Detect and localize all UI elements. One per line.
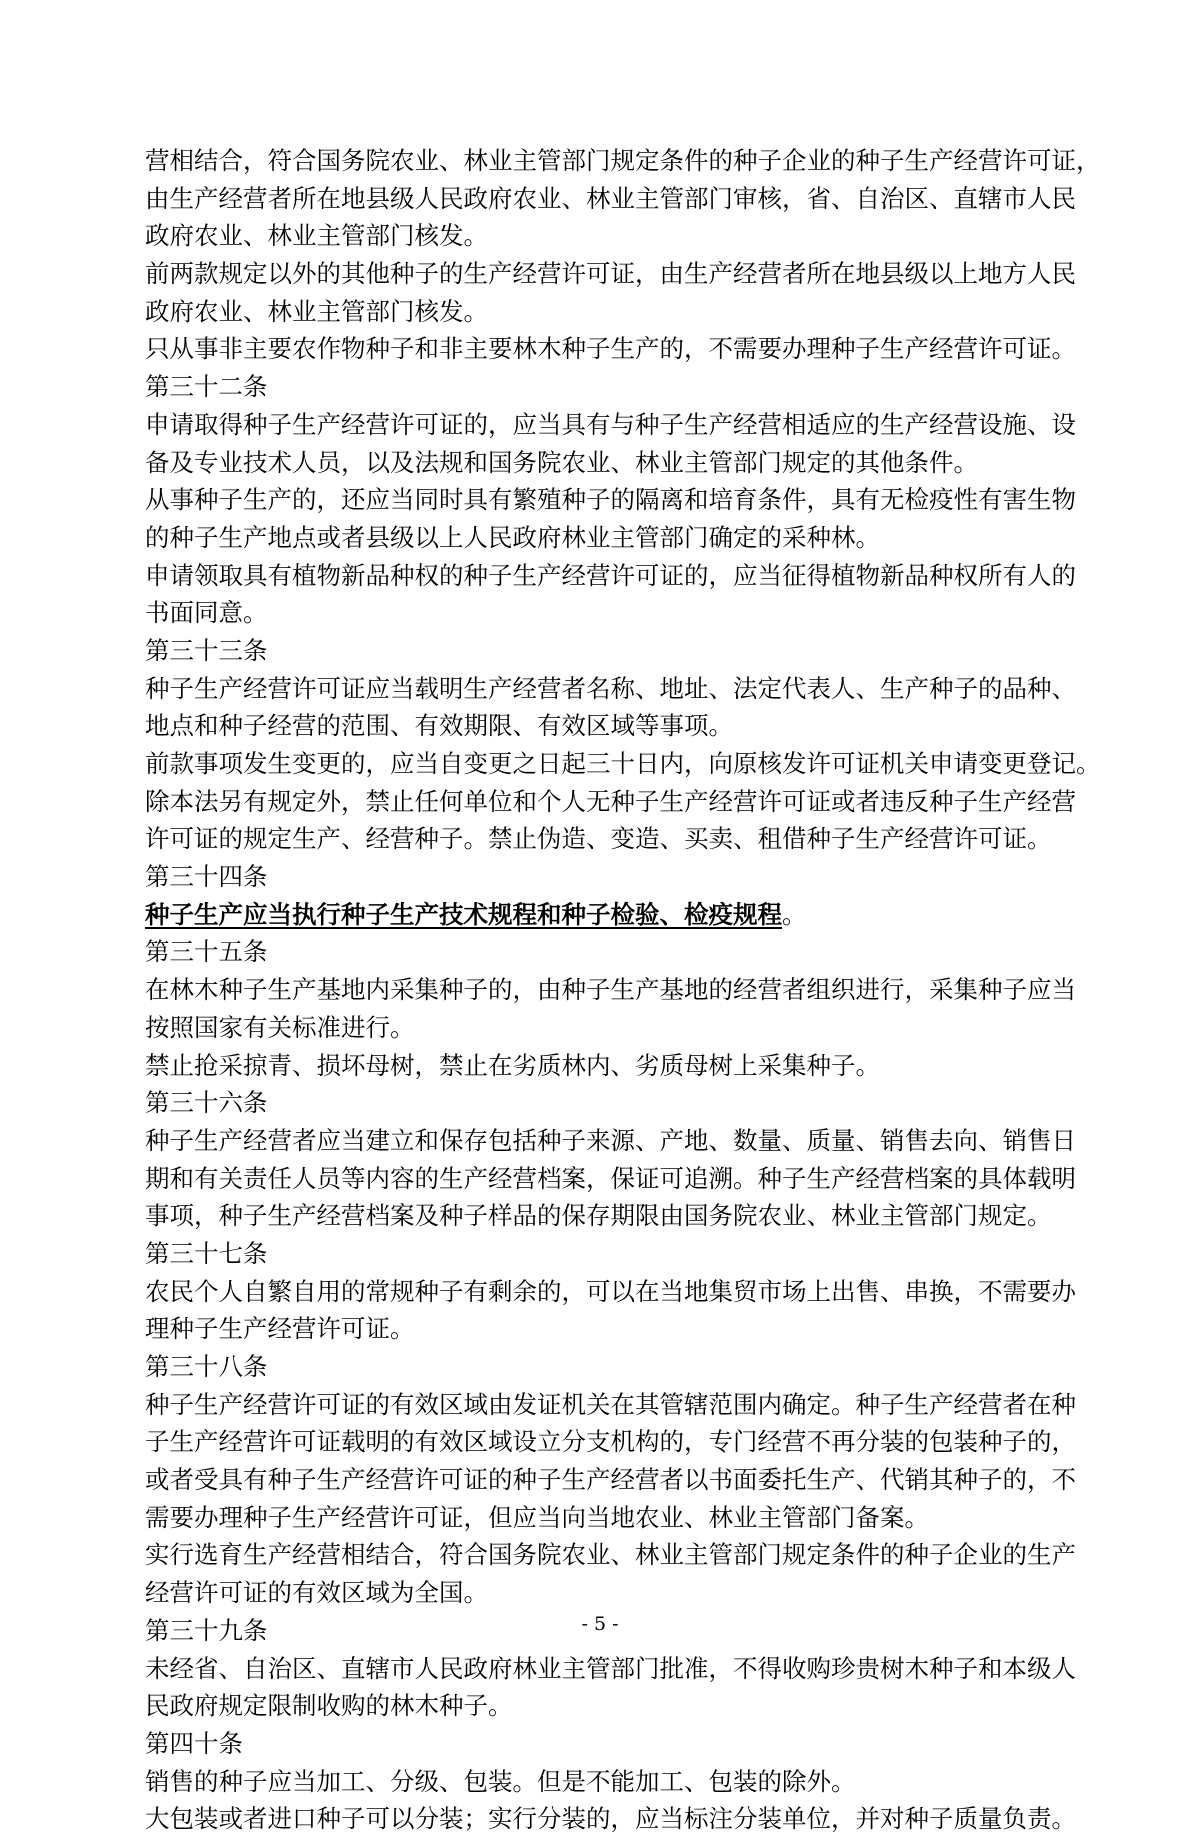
article-heading: 第三十九条 (145, 1615, 268, 1645)
text-line: 事项，种子生产经营档案及种子样品的保存期限由国务院农业、林业主管部门规定。 (145, 1201, 1052, 1231)
text-line: 实行选育生产经营相结合，符合国务院农业、林业主管部门规定条件的种子企业的生产 (145, 1540, 1076, 1570)
line-suffix: 。 (782, 899, 807, 929)
text-line: 未经省、自治区、直辖市人民政府林业主管部门批准，不得收购珍贵树木种子和本级人 (145, 1653, 1076, 1683)
text-line: 除本法另有规定外，禁止任何单位和个人无种子生产经营许可证或者违反种子生产经营 (145, 786, 1076, 816)
article-heading: 第三十二条 (145, 372, 268, 402)
text-line: 前款事项发生变更的，应当自变更之日起三十日内，向原核发许可证机关申请变更登记。 (145, 749, 1101, 778)
text-line: 民政府规定限制收购的林木种子。 (145, 1691, 513, 1721)
article-heading: 第三十三条 (145, 635, 268, 665)
emphasized-line (145, 896, 1065, 934)
bold-underlined-text: 种子生产应当执行种子生产技术规程和种子检验、检疫规程 (145, 899, 782, 929)
text-line: 种子生产经营许可证的有效区域由发证机关在其管辖范围内确定。种子生产经营者在种 (145, 1389, 1076, 1419)
text-line: 政府农业、林业主管部门核发。 (145, 296, 488, 326)
text-line: 备及专业技术人员，以及法规和国务院农业、林业主管部门规定的其他条件。 (145, 447, 978, 477)
text-line: 从事种子生产的，还应当同时具有繁殖种子的隔离和培育条件，具有无检疫性有害生物 (145, 485, 1076, 515)
text-line: 书面同意。 (145, 598, 268, 628)
text-line: 大包装或者进口种子可以分装；实行分装的，应当标注分装单位，并对种子质量负责。 (145, 1804, 1076, 1834)
document-body (145, 142, 1101, 1838)
text-line: 种子生产经营许可证应当载明生产经营者名称、地址、法定代表人、生产种子的品种、 (145, 673, 1076, 703)
text-line: 申请领取具有植物新品种权的种子生产经营许可证的，应当征得植物新品种权所有人的 (145, 560, 1076, 590)
text-line: 需要办理种子生产经营许可证，但应当向当地农业、林业主管部门备案。 (145, 1502, 929, 1532)
text-line: 的种子生产地点或者县级以上人民政府林业主管部门确定的采种林。 (145, 522, 880, 552)
text-line: 按照国家有关标准进行。 (145, 1012, 415, 1042)
text-line: 营相结合，符合国务院农业、林业主管部门规定条件的种子企业的种子生产经营许可证， (145, 146, 1101, 175)
article-heading: 第三十七条 (145, 1238, 268, 1268)
text-line: 由生产经营者所在地县级人民政府农业、林业主管部门审核，省、自治区、直辖市人民 (145, 183, 1076, 213)
text-line: 申请取得种子生产经营许可证的，应当具有与种子生产经营相适应的生产经营设施、设 (145, 409, 1076, 439)
article-heading: 第三十八条 (145, 1352, 268, 1381)
text-line: 许可证的规定生产、经营种子。禁止伪造、变造、买卖、租借种子生产经营许可证。 (145, 824, 1052, 854)
article-heading: 第四十条 (145, 1728, 243, 1758)
text-line: 或者受具有种子生产经营许可证的种子生产经营者以书面委托生产、代销其种子的，不 (145, 1465, 1076, 1495)
text-line: 经营许可证的有效区域为全国。 (145, 1578, 488, 1608)
text-line: 禁止抢采掠青、损坏母树，禁止在劣质林内、劣质母树上采集种子。 (145, 1050, 880, 1080)
article-heading: 第三十五条 (145, 937, 268, 967)
text-line: 农民个人自繁自用的常规种子有剩余的，可以在当地集贸市场上出售、串换，不需要办 (145, 1276, 1076, 1306)
text-line: 种子生产经营者应当建立和保存包括种子来源、产地、数量、质量、销售去向、销售日 (145, 1125, 1076, 1155)
text-line: 子生产经营许可证载明的有效区域设立分支机构的，专门经营不再分装的包装种子的， (145, 1427, 1076, 1457)
text-line: 政府农业、林业主管部门核发。 (145, 221, 488, 251)
article-heading: 第三十四条 (145, 862, 268, 892)
article-heading: 第三十六条 (145, 1088, 268, 1118)
text-line: 销售的种子应当加工、分级、包装。但是不能加工、包装的除外。 (145, 1766, 856, 1796)
text-line: 只从事非主要农作物种子和非主要林木种子生产的，不需要办理种子生产经营许可证。 (145, 334, 1076, 364)
text-line: 期和有关责任人员等内容的生产经营档案，保证可追溯。种子生产经营档案的具体载明 (145, 1163, 1076, 1193)
text-line: 地点和种子经营的范围、有效期限、有效区域等事项。 (145, 711, 733, 741)
text-line: 前两款规定以外的其他种子的生产经营许可证，由生产经营者所在地县级以上地方人民 (145, 259, 1076, 289)
text-line: 在林木种子生产基地内采集种子的，由种子生产基地的经营者组织进行，采集种子应当 (145, 975, 1076, 1005)
page-number: - 5 - (581, 1613, 619, 1635)
text-line: 理种子生产经营许可证。 (145, 1314, 415, 1344)
